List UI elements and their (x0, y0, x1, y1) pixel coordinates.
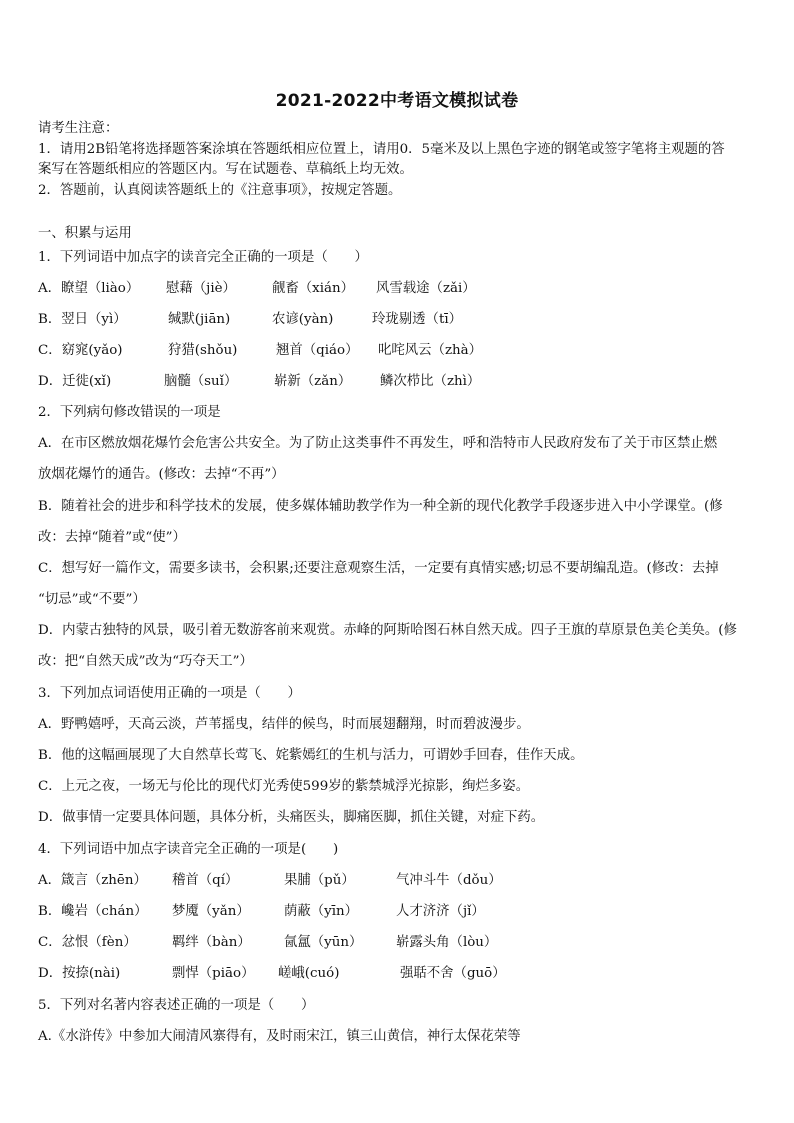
option-c-word-1: C．忿恨（fèn） (38, 935, 137, 950)
option-d-word-3: 崭新（zǎn） (274, 374, 352, 389)
option-d-word-3: 嵯峨(cuó) (278, 966, 340, 981)
option-d-word-4: 强聒不舍（guō） (400, 966, 506, 981)
exam-title: 2021-2022中考语文模拟试卷 (275, 91, 519, 111)
option-d-word-1: D．迁徙(xǐ) (38, 374, 112, 389)
option-b-word-4: 人才济济（jǐ） (396, 904, 485, 919)
option-c-word-3: 翘首（qiáo） (276, 343, 359, 358)
option-a-word-3: 果脯（pǔ） (284, 873, 355, 888)
option-b-word-3: 农谚(yàn) (272, 312, 334, 327)
notice-heading: 请考生注意： (38, 121, 119, 136)
option-c-word-1: C．窈窕(yǎo) (38, 343, 123, 358)
notice-item-1-line-1: 1．请用2B铅笔将选择题答案涂填在答题纸相应位置上，请用0．5毫米及以上黑色字迹的钢笔或签字笔将主观题的答 (38, 142, 725, 157)
option-c-word-4: 崭露头角（lòu） (396, 935, 498, 950)
option-a-word-1: A．瞭望（liào） (38, 281, 140, 296)
option-d-word-4: 鳞次栉比（zhì） (380, 374, 481, 389)
option-d-word-1: D．按捺(nài) (38, 966, 121, 981)
option-c-word-3: 氤氲（yūn） (284, 935, 363, 950)
question-2-option-b-line-1: B．随着社会的进步和科学技术的发展，使多媒体辅助教学作为一种全新的现代化教学手段逐步进入中小学课堂。(修 (38, 499, 723, 514)
option-c-word-4: 叱咤风云（zhà） (378, 343, 483, 358)
option-b-word-1: B．巉岩（chán） (38, 904, 148, 919)
question-5-stem: 5．下列对名著内容表述正确的一项是（ ） (38, 998, 315, 1013)
question-3-option-c: C．上元之夜，一场无与伦比的现代灯光秀使599岁的紫禁城浮光掠影，绚烂多姿。 (38, 779, 530, 794)
question-2-option-b-line-2: 改：去掉“随着”或“使”） (38, 530, 186, 545)
option-a-word-4: 气冲斗牛（dǒu） (396, 873, 502, 888)
question-4-stem: 4．下列词语中加点字读音完全正确的一项是( ) (38, 842, 339, 857)
notice-item-1-line-2: 案写在答题纸相应的答题区内。写在试题卷、草稿纸上均无效。 (38, 162, 413, 177)
section-heading: 一、积累与运用 (38, 226, 132, 241)
option-c-word-2: 羁绊（bàn） (172, 935, 251, 950)
question-2-option-d-line-2: 改：把“自然天成”改为“巧夺天工”） (38, 654, 253, 669)
notice-item-2: 2．答题前，认真阅读答题纸上的《注意事项》，按规定答题。 (38, 183, 402, 198)
question-2-option-a-line-2: 放烟花爆竹的通告。(修改：去掉“不再”） (38, 467, 285, 482)
option-d-word-2: 剽悍（piāo） (172, 966, 255, 981)
question-3-option-b: B．他的这幅画展现了大自然草长莺飞、姹紫嫣红的生机与活力，可谓妙手回春，佳作天成。 (38, 748, 584, 763)
option-b-word-2: 缄默(jiān) (168, 312, 231, 327)
question-1-stem: 1．下列词语中加点字的读音完全正确的一项是（ ） (38, 250, 368, 265)
option-a-word-2: 稽首（qí） (172, 873, 239, 888)
option-a-word-3: 觎畜（xián） (272, 281, 355, 296)
option-b-word-2: 梦魇（yǎn） (172, 904, 250, 919)
question-2-option-c-line-1: C．想写好一篇作文，需要多读书，会积累;还要注意观察生活，一定要有真情实感;切忌不要胡编乱造。(修改：去掉 (38, 561, 719, 576)
question-2-stem: 2．下列病句修改错误的一项是 (38, 405, 221, 420)
option-c-word-2: 狩猎(shǒu) (168, 343, 238, 358)
option-b-word-1: B．翌日（yì） (38, 312, 127, 327)
option-d-word-2: 脑髓（suǐ） (164, 374, 238, 389)
question-3-option-a: A．野鸭嬉呼，天高云淡，芦苇摇曳，结伴的候鸟，时而展翅翻翔，时而碧波漫步。 (38, 717, 530, 732)
question-2-option-d-line-1: D．内蒙古独特的风景，吸引着无数游客前来观赏。赤峰的阿斯哈图石林自然天成。四子王旗的草原景色美仑美奂。(修 (38, 623, 737, 638)
option-b-word-3: 荫蔽（yīn） (284, 904, 359, 919)
question-2-option-a-line-1: A．在市区燃放烟花爆竹会危害公共安全。为了防止这类事件不再发生，呼和浩特市人民政府发布了关于市区禁止燃 (38, 436, 718, 451)
question-3-stem: 3．下列加点词语使用正确的一项是（ ） (38, 686, 301, 701)
option-a-word-2: 慰藉（jiè） (166, 281, 236, 296)
option-a-word-4: 风雪载途（zǎi） (376, 281, 476, 296)
question-5-option-a: A.《水浒传》中参加大闹清风寨得有，及时雨宋江，镇三山黄信，神行太保花荣等 (38, 1029, 521, 1044)
option-a-word-1: A．箴言（zhēn） (38, 873, 147, 888)
question-2-option-c-line-2: “切忌”或“不要”） (38, 592, 146, 607)
question-3-option-d: D．做事情一定要具体问题，具体分析，头痛医头，脚痛医脚，抓住关键，对症下药。 (38, 810, 545, 825)
option-b-word-4: 玲珑剔透（tī） (372, 312, 463, 327)
